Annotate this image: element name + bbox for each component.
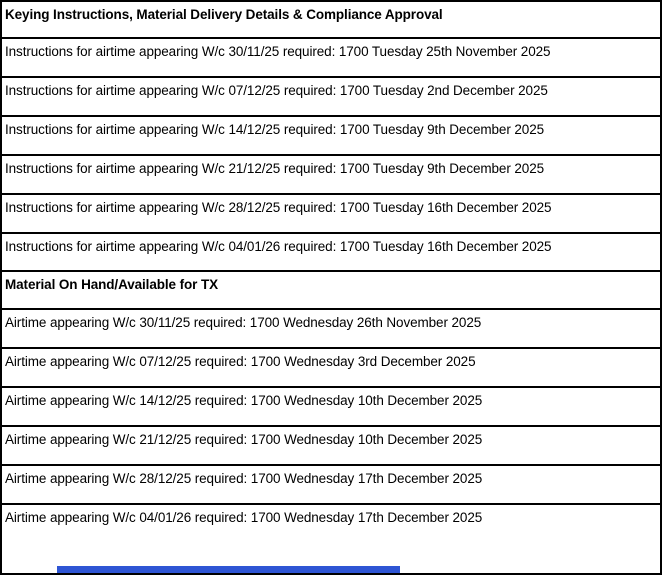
- table-row: [2, 234, 660, 272]
- table-row: [2, 156, 660, 195]
- section-header-row: [2, 2, 660, 39]
- row-text: Airtime appearing W/c 21/12/25 required: 1700 Wednesday 10th December 2025: [5, 432, 483, 447]
- table-row: [2, 195, 660, 234]
- table-row: [2, 310, 660, 349]
- table-row: [2, 427, 660, 466]
- table-row: [2, 388, 660, 427]
- row-text: Airtime appearing W/c 30/11/25 required: 1700 Wednesday 26th November 2025: [5, 315, 482, 330]
- row-text: Instructions for airtime appearing W/c 14/12/25 required: 1700 Tuesday 9th December 2025: [5, 122, 545, 137]
- table-row: [2, 117, 660, 156]
- section-header-text: Material On Hand/Available for TX: [5, 277, 218, 292]
- table-row: [2, 505, 660, 573]
- row-text: Airtime appearing W/c 04/01/26 required: 1700 Wednesday 17th December 2025: [5, 510, 483, 525]
- row-text: Instructions for airtime appearing W/c 30/11/25 required: 1700 Tuesday 25th November 2025: [5, 44, 551, 59]
- row-text: Instructions for airtime appearing W/c 28/12/25 required: 1700 Tuesday 16th December 2025: [5, 200, 552, 215]
- row-text: Instructions for airtime appearing W/c 04/01/26 required: 1700 Tuesday 16th December 2025: [5, 239, 552, 254]
- table-row: [2, 39, 660, 78]
- row-text: Airtime appearing W/c 28/12/25 required: 1700 Wednesday 17th December 2025: [5, 471, 483, 486]
- horizontal-scrollbar-thumb[interactable]: [57, 566, 400, 573]
- table-row: [2, 466, 660, 505]
- section-header-text: Keying Instructions, Material Delivery Details & Compliance Approval: [5, 7, 443, 22]
- table-row: [2, 78, 660, 117]
- table-row: [2, 349, 660, 388]
- row-text: Airtime appearing W/c 14/12/25 required: 1700 Wednesday 10th December 2025: [5, 393, 483, 408]
- row-text: Instructions for airtime appearing W/c 21/12/25 required: 1700 Tuesday 9th December 2025: [5, 161, 545, 176]
- row-text: Instructions for airtime appearing W/c 07/12/25 required: 1700 Tuesday 2nd December 2025: [5, 83, 548, 98]
- row-text: Airtime appearing W/c 07/12/25 required: 1700 Wednesday 3rd December 2025: [5, 354, 476, 369]
- section-header-row: [2, 272, 660, 310]
